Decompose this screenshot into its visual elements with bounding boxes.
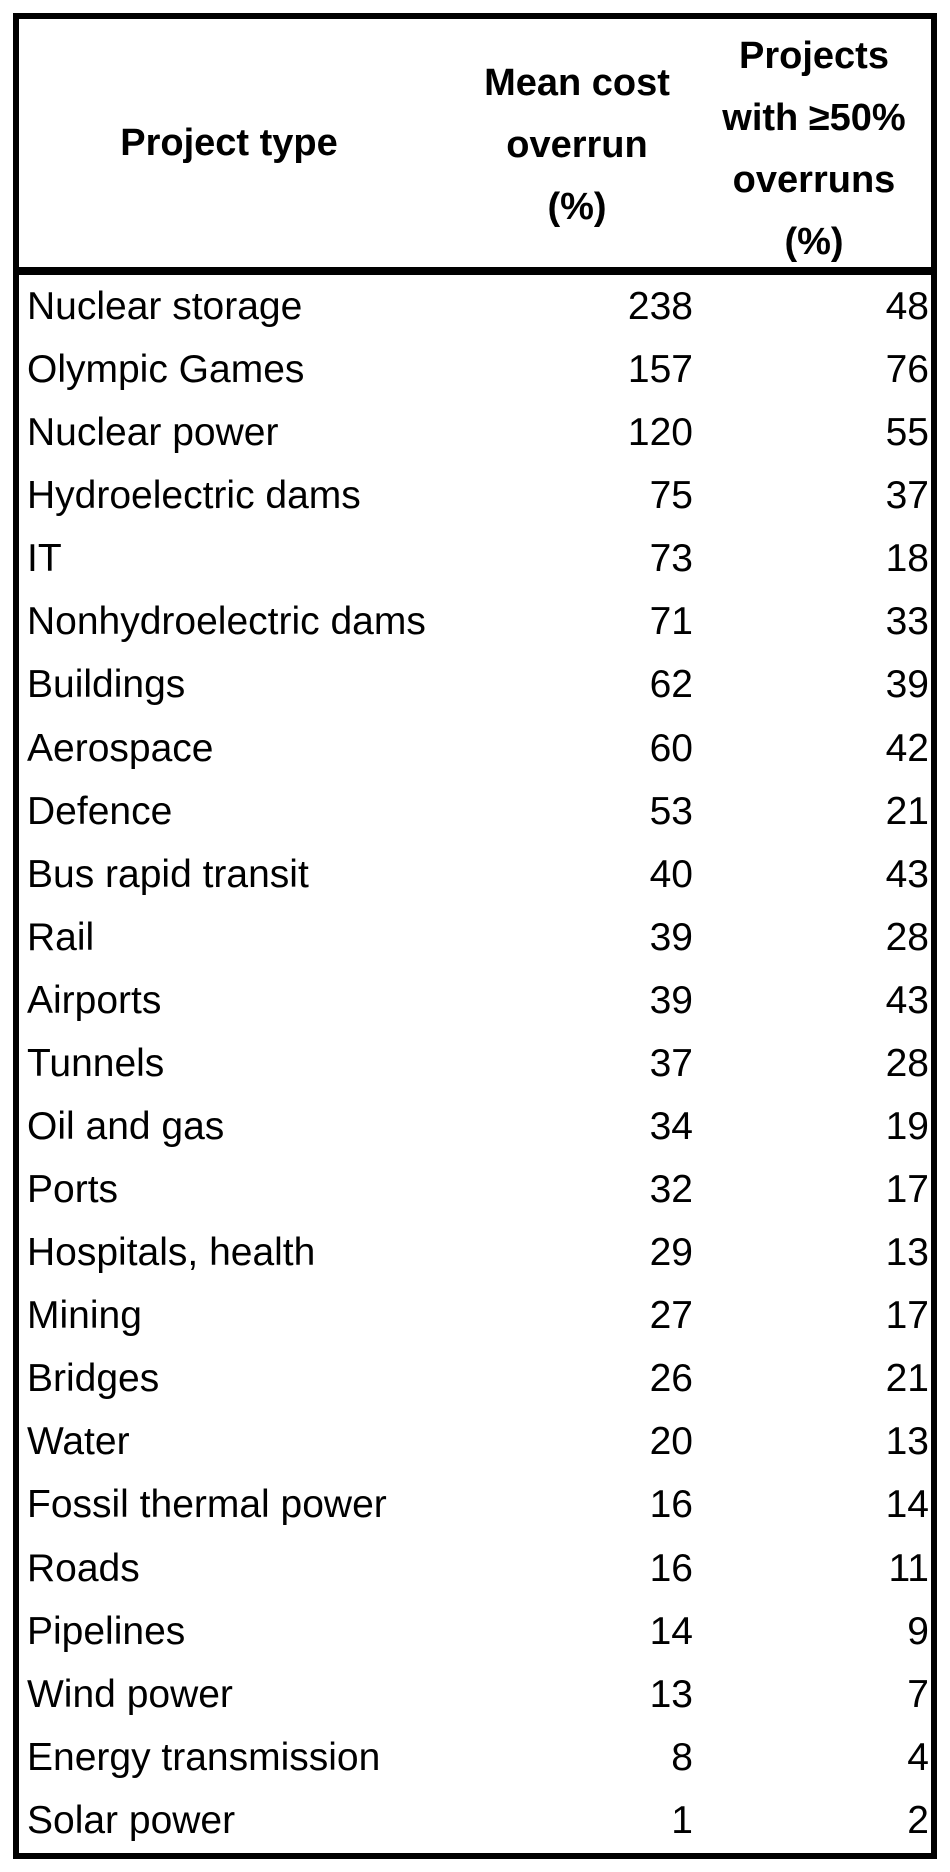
mean-cost-overrun-cell: 26 (649, 1357, 693, 1401)
projects-over-50-cell: 18 (885, 537, 929, 581)
table-row (19, 1789, 931, 1852)
project-type-cell: Mining (27, 1294, 142, 1338)
projects-over-50-cell: 13 (885, 1231, 929, 1275)
projects-over-50-cell: 2 (907, 1798, 929, 1842)
projects-over-50-cell: 48 (885, 285, 929, 328)
mean-cost-overrun-cell: 29 (649, 1231, 693, 1275)
projects-over-50-cell: 33 (885, 600, 929, 644)
project-type-cell: Hydroelectric dams (27, 474, 361, 518)
projects-over-50-cell: 39 (885, 663, 929, 707)
table-row (19, 1347, 931, 1410)
project-type-cell: Pipelines (27, 1609, 186, 1653)
project-type-cell: Water (27, 1420, 130, 1464)
table-row (19, 843, 931, 906)
project-type-cell: Airports (27, 978, 162, 1022)
mean-cost-overrun-cell: 27 (649, 1294, 693, 1338)
project-type-cell: Nuclear storage (27, 285, 303, 328)
mean-cost-overrun-cell: 157 (627, 348, 693, 392)
mean-cost-overrun-cell: 20 (649, 1420, 693, 1464)
mean-cost-overrun-cell: 8 (671, 1735, 693, 1779)
mean-cost-overrun-cell: 16 (649, 1546, 693, 1590)
projects-over-50-cell: 76 (885, 348, 929, 392)
table-row (19, 1284, 931, 1347)
table-row (19, 464, 931, 527)
project-type-cell: Bridges (27, 1357, 160, 1401)
table-row (19, 1095, 931, 1158)
project-type-cell: Olympic Games (27, 348, 305, 392)
mean-cost-overrun-cell: 1 (671, 1798, 693, 1842)
mean-cost-overrun-cell: 40 (649, 852, 693, 896)
mean-cost-overrun-cell: 39 (649, 915, 693, 959)
projects-over-50-cell: 37 (885, 474, 929, 518)
project-type-cell: Nuclear power (27, 411, 279, 455)
table-row (19, 653, 931, 716)
projects-over-50-cell: 17 (885, 1168, 929, 1212)
table-row (19, 906, 931, 969)
table-row (19, 338, 931, 401)
column-header-projects-over-50: Projects with ≥50% overruns (%) (722, 35, 906, 263)
project-type-cell: Fossil thermal power (27, 1483, 387, 1527)
project-type-cell: Bus rapid transit (27, 852, 309, 896)
projects-over-50-cell: 19 (885, 1105, 929, 1149)
column-header-project-type: Project type (120, 122, 338, 164)
projects-over-50-cell: 13 (885, 1420, 929, 1464)
table-row (19, 717, 931, 780)
mean-cost-overrun-cell: 73 (649, 537, 693, 581)
projects-over-50-cell: 14 (885, 1483, 929, 1527)
project-type-cell: IT (27, 537, 62, 581)
cost-overrun-table (13, 13, 937, 1859)
mean-cost-overrun-cell: 120 (627, 411, 693, 455)
projects-over-50-cell: 28 (885, 915, 929, 959)
table-row (19, 1726, 931, 1789)
project-type-cell: Roads (27, 1546, 140, 1590)
table-row (19, 1663, 931, 1726)
table-row (19, 1158, 931, 1221)
project-type-cell: Solar power (27, 1798, 236, 1842)
column-header-mean-cost-overrun: Mean cost overrun (%) (484, 62, 670, 228)
projects-over-50-cell: 4 (907, 1735, 929, 1779)
projects-over-50-cell: 43 (885, 852, 929, 896)
project-type-cell: Buildings (27, 663, 186, 707)
projects-over-50-cell: 21 (885, 1357, 929, 1401)
projects-over-50-cell: 7 (907, 1672, 929, 1716)
projects-over-50-cell: 11 (888, 1546, 929, 1590)
projects-over-50-cell: 28 (885, 1041, 929, 1085)
project-type-cell: Defence (27, 789, 173, 833)
project-type-cell: Ports (27, 1168, 119, 1212)
table-row (19, 1600, 931, 1663)
table-row (19, 527, 931, 590)
mean-cost-overrun-cell: 71 (649, 600, 693, 644)
mean-cost-overrun-cell: 53 (649, 789, 693, 833)
project-type-cell: Energy transmission (27, 1735, 381, 1779)
project-type-cell: Tunnels (27, 1041, 165, 1085)
table-row (19, 401, 931, 464)
table-row (19, 1473, 931, 1536)
mean-cost-overrun-cell: 60 (649, 726, 693, 770)
mean-cost-overrun-cell: 62 (649, 663, 693, 707)
table-body (19, 275, 931, 1852)
mean-cost-overrun-cell: 238 (627, 285, 693, 328)
project-type-cell: Rail (27, 915, 95, 959)
table-row (19, 780, 931, 843)
project-type-cell: Nonhydroelectric dams (27, 600, 426, 644)
mean-cost-overrun-cell: 16 (649, 1483, 693, 1527)
table-row (19, 590, 931, 653)
projects-over-50-cell: 55 (885, 411, 929, 455)
table-row (19, 1537, 931, 1600)
mean-cost-overrun-cell: 34 (649, 1105, 693, 1149)
mean-cost-overrun-cell: 37 (649, 1041, 693, 1085)
project-type-cell: Oil and gas (27, 1105, 225, 1149)
project-type-cell: Wind power (27, 1672, 233, 1716)
table-row (19, 1410, 931, 1473)
projects-over-50-cell: 9 (907, 1609, 929, 1653)
projects-over-50-cell: 43 (885, 978, 929, 1022)
mean-cost-overrun-cell: 13 (649, 1672, 693, 1716)
mean-cost-overrun-cell: 75 (649, 474, 693, 518)
table-row (19, 1032, 931, 1095)
projects-over-50-cell: 42 (885, 726, 929, 770)
table-header (19, 19, 931, 275)
project-type-cell: Aerospace (27, 726, 214, 770)
projects-over-50-cell: 17 (885, 1294, 929, 1338)
table-row (19, 1221, 931, 1284)
mean-cost-overrun-cell: 14 (649, 1609, 693, 1653)
mean-cost-overrun-cell: 39 (649, 978, 693, 1022)
table-row (19, 969, 931, 1032)
mean-cost-overrun-cell: 32 (649, 1168, 693, 1212)
projects-over-50-cell: 21 (885, 789, 929, 833)
project-type-cell: Hospitals, health (27, 1231, 316, 1275)
table-row (19, 275, 931, 338)
